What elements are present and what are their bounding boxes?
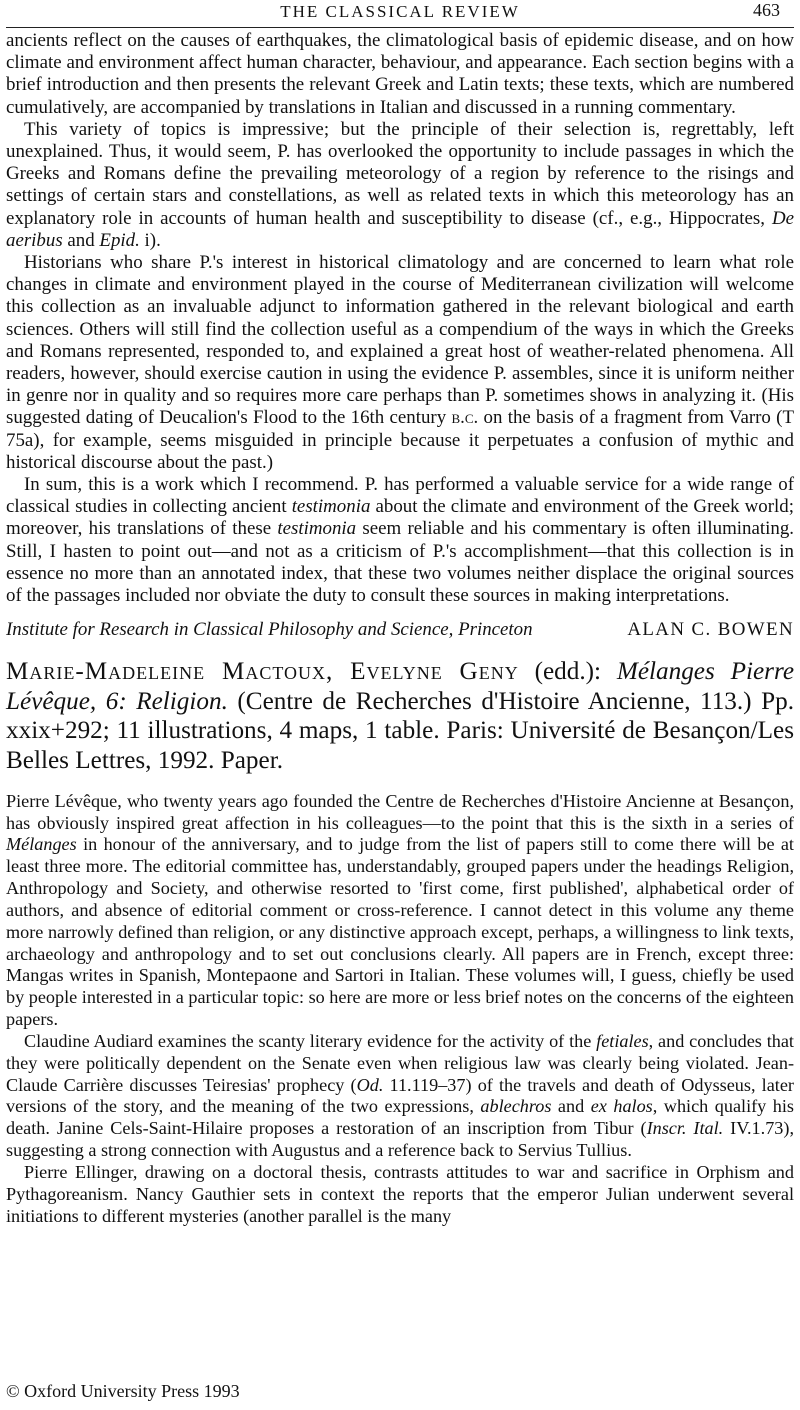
page-body xyxy=(6,30,794,1228)
review1-paragraph-3: Historians who share P.'s interest in historical climatology and are concerned to learn what role changes in climate and environment played in the course of Mediterranean civilization will welcome this collection as an invaluable adjunct to information gathered in the relevant biological and earth sciences. Others will still find the collection useful as a compendium of the ways in which the Greeks and Romans represented, responded to, and explained a great host of weather-related phenomena. All readers, however, should exercise caution in using the evidence P. assembles, since it is uniform neither in genre nor in quality and so requires more care perhaps than P. sometimes shows in analyzing it. (His suggested dating of Deucalion's Flood to the 16th century b.c. on the basis of a fragment from Varro (T 75a), for example, seems misguided in principle because it perpetuates a confusion of mythic and historical discourse about the past.) xyxy=(6,252,794,473)
copyright-footer: © Oxford University Press 1993 xyxy=(6,1381,240,1401)
review1-paragraph-1: ancients reflect on the causes of earthquakes, the climatological basis of epidemic disease, and on how climate and environment affect human character, behaviour, and appearance. Each section begins with a brief introduction and then presents the relevant Greek and Latin texts; these texts, which are numbered cumulatively, are accompanied by translations in Italian and discussed in a running commentary. xyxy=(6,30,794,118)
reviewer-name: ALAN C. BOWEN xyxy=(627,619,794,641)
page-header xyxy=(0,0,800,26)
page-number: 463 xyxy=(753,0,780,20)
review2-paragraph-2: Claudine Audiard examines the scanty literary evidence for the activity of the fetiales, and concludes that they were politically dependent on the Senate even when religious law was clearly being violated. Jean-Claude Carrière discusses Teiresias' prophecy (Od. 11.119–37) of the travels and death of Odysseus, later versions of the story, and the meaning of the two expressions, ablechros and ex halos, which qualify his death. Janine Cels-Saint-Hilaire proposes a restoration of an inscription from Tibur (Inscr. Ital. IV.1.73), suggesting a strong connection with Augustus and a reference back to Servius Tullius. xyxy=(6,1030,794,1161)
reviewer-institution: Institute for Research in Classical Philosophy and Science, Princeton xyxy=(6,619,533,641)
running-head: THE CLASSICAL REVIEW xyxy=(280,2,520,21)
review2-paragraph-1: Pierre Lévêque, who twenty years ago founded the Centre de Recherches d'Histoire Ancienne at Besançon, has obviously inspired great affection in his colleagues—to the point that this is the sixth in a series of Mélanges in honour of the anniversary, and to judge from the list of papers still to come there will be at least three more. The editorial committee has, understandably, grouped papers under the headings Religion, Anthropology and Society, and otherwise resorted to 'first come, first published', alphabetical order of authors, and absence of editorial comment or cross-reference. I cannot detect in this volume any theme more narrowly defined than religion, or any distinctive approach except, perhaps, a willingness to link texts, archaeology and anthropology and to set out conclusions clearly. All papers are in French, except three: Mangas writes in Spanish, Montepaone and Sartori in Italian. These volumes will, I guess, chiefly be used by people interested in a particular topic: so here are more or less brief notes on the concerns of the eighteen papers. xyxy=(6,790,794,1030)
review1-paragraph-4: In sum, this is a work which I recommend. P. has performed a valuable service for a wide range of classical studies in collecting ancient testimonia about the climate and environment of the Greek world; moreover, his translations of these testimonia seem reliable and his commentary is often illuminating. Still, I hasten to point out—and not as a criticism of P.'s accomplishment—that this collection is in essence no more than an annotated index, that these two volumes neither displace the original sources of the passages included nor obviate the duty to consult these sources in making interpretations. xyxy=(6,474,794,607)
header-rule xyxy=(6,27,794,28)
review2-paragraph-3: Pierre Ellinger, drawing on a doctoral thesis, contrasts attitudes to war and sacrifice in Orphism and Pythagoreanism. Nancy Gauthier sets in context the reports that the emperor Julian underwent several initiations to different mysteries (another parallel is the many xyxy=(6,1162,794,1226)
review2-body xyxy=(6,791,794,1228)
review2-book-title: Marie-Madeleine Mactoux, Evelyne Geny (edd.): Mélanges Pierre Lévêque, 6: Religion. (Centre de Recherches d'Histoire Ancienne, 113.) Pp. xxix+292; 11 illustrations, 4 maps, 1 table. Paris: Université de Besançon/Les Belles Lettres, 1992. Paper. xyxy=(6,658,795,775)
review1-paragraph-2: This variety of topics is impressive; but the principle of their selection is, regrettably, left unexplained. Thus, it would seem, P. has overlooked the opportunity to include passages in which the Greeks and Romans define the prevailing meteorology of a region by reference to the risings and settings of certain stars and constellations, as well as related texts in which this meteorology has an explanatory role in accounts of human health and susceptibility to disease (cf., e.g., Hippocrates, De aeribus and Epid. i). xyxy=(6,118,794,251)
review1-signature xyxy=(6,619,794,641)
